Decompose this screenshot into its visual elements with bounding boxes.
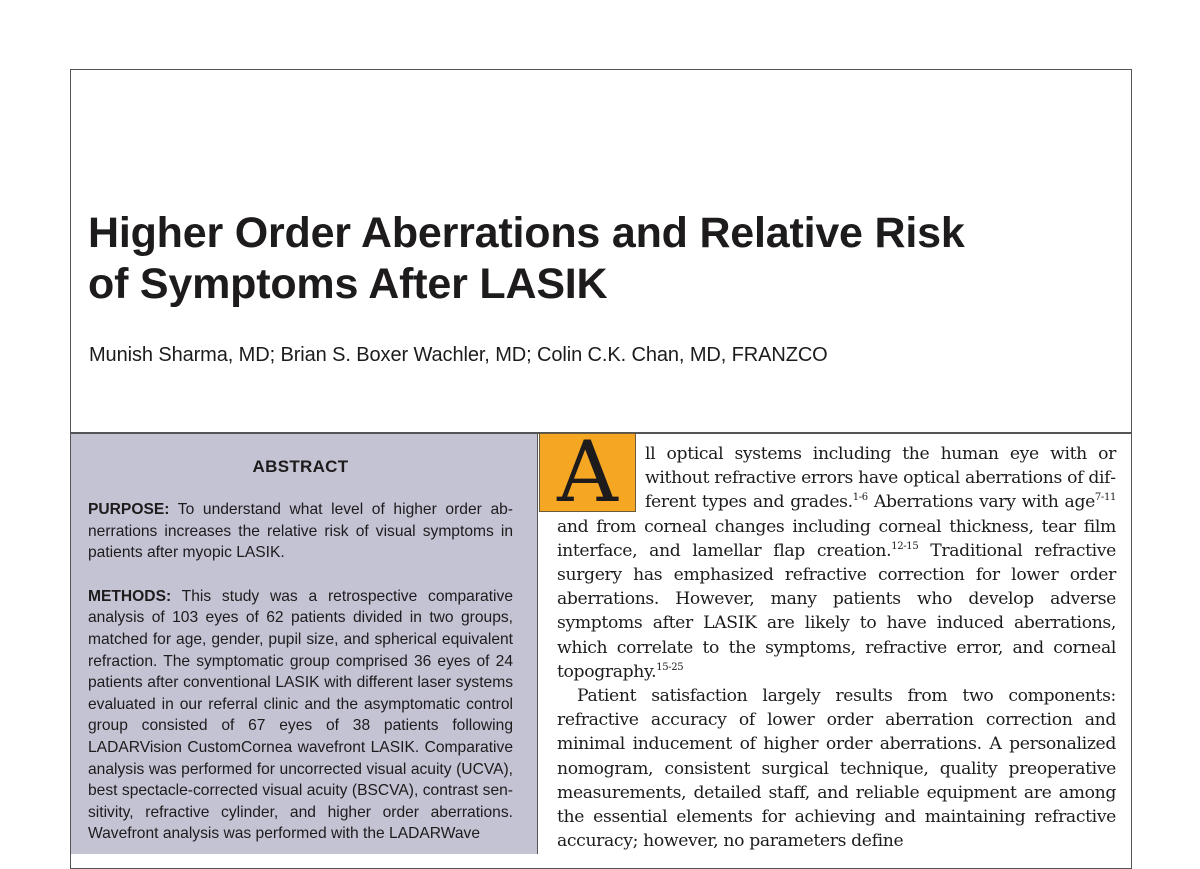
citation: 15-25 (656, 661, 684, 673)
abstract-heading: ABSTRACT (252, 457, 349, 476)
drop-cap: A (539, 433, 636, 512)
article-title (88, 208, 1128, 310)
citation: 12-15 (891, 540, 919, 552)
body-paragraph-1: ll optical systems including the human eye with or without refractive errors have optical aberrations of different types and grades.$^{1-6}$ Aberrations vary with age$^{7-11}$ and from corneal changes including corneal thickness, tear film interface, and lamellar flap creation.$^{12-15}$ Traditional refractive surgery has emphasized refractive correction for lower order aberrations. However, many patients who develop adverse symptoms after LASIK are likely to have induced aberrations, which correlate to the symptoms, refractive error, and corneal topography.$^{15-25}$ (557, 444, 1116, 682)
article-title-line-2: of Symptoms After LASIK (88, 260, 608, 308)
abstract-box (71, 434, 538, 854)
methods-label: METHODS: (88, 587, 172, 605)
purpose-label: PURPOSE: (88, 501, 170, 518)
body-paragraph-2: Patient satisfaction largely results from two components: refractive accuracy of lower order aberration correction and minimal inducement of higher order aberrations. A personalized nomogram, consistent surgical technique, quality preoperative measurements, detailed staff, and reliable equipment are among the essential elements for achieving and maintaining refractive accuracy; however, no parameters define (557, 686, 1116, 852)
citation: 7-11 (1094, 492, 1116, 504)
methods-text: This study was a retrospective comparative analysis of 103 eyes of 62 patients divided in two groups, matched for age, gender, pupil size, and spherical equivalent refraction. The symptomatic group comprised 36 eyes of 24 patients after conventional LASIK with different laser systems evaluated in our referral clinic and the asymptomatic control group consisted of 67 eyes of 38 patients following LADARVision CustomCornea wavefront LASIK. Comparative analysis was performed for uncorrected visual acuity (UCVA), best spectacle-corrected visual acuity (BSCVA), contrast sensitivity, refractive cylinder, and higher order aberrations. Wavefront analysis was performed with the LADARWave (88, 587, 513, 843)
article-title-line-1: Higher Order Aberrations and Relative Risk (88, 209, 965, 257)
body-text-column (557, 442, 1116, 853)
abstract-methods (88, 586, 513, 845)
citation: 1-6 (852, 492, 868, 504)
purpose-text: To understand what level of higher order abnerrations increases the relative risk of visual symptoms in patients after myopic LASIK. (88, 501, 513, 562)
abstract-purpose (88, 499, 513, 564)
author-list: Munish Sharma, MD; Brian S. Boxer Wachler, MD; Colin C.K. Chan, MD, FRANZCO (89, 344, 828, 366)
